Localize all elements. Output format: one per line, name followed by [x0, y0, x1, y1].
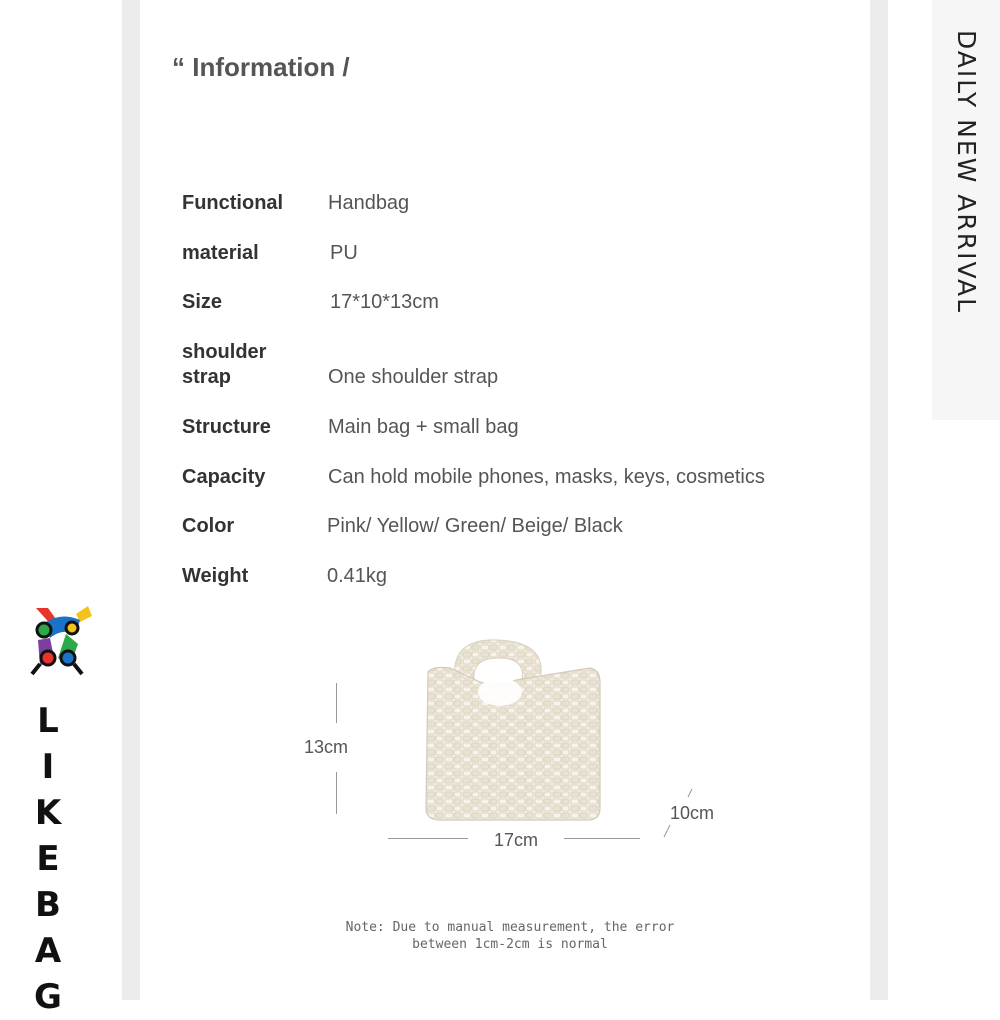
- spec-value: Pink/ Yellow/ Green/ Beige/ Black: [327, 515, 623, 537]
- product-dimension-figure: [300, 630, 740, 860]
- spec-label: Functional: [182, 192, 284, 214]
- daily-new-arrival-banner: DAILY NEW ARRIVAL: [952, 30, 981, 315]
- brand-letter: K: [34, 793, 62, 833]
- spec-value: Main bag + small bag: [328, 416, 519, 438]
- width-line-left: [388, 838, 468, 839]
- right-gray-band: [870, 0, 888, 1000]
- height-line-top: [336, 683, 337, 723]
- spec-value: Can hold mobile phones, masks, keys, cosmetics: [328, 466, 765, 488]
- brand-letter: G: [34, 977, 62, 1017]
- spec-label: Capacity: [182, 466, 266, 488]
- spec-label: Size: [182, 291, 223, 313]
- spec-value: Handbag: [328, 192, 410, 214]
- brand-letter: B: [35, 885, 61, 925]
- height-line-bottom: [336, 772, 337, 814]
- brand-letter: A: [34, 931, 62, 971]
- depth-label: 10cm: [670, 803, 715, 823]
- spec-label: Structure: [182, 416, 271, 438]
- brand-wordmark: [28, 698, 68, 1020]
- spec-value: One shoulder strap: [328, 366, 499, 388]
- width-label: 17cm: [494, 830, 539, 850]
- note-line-1: Note: Due to manual measurement, the error: [345, 920, 675, 935]
- spec-label: Color: [182, 515, 235, 537]
- brand-letter: L: [37, 701, 59, 741]
- likebag-logo-icon: [26, 600, 96, 680]
- spec-value: PU: [330, 242, 358, 264]
- width-line-right: [564, 838, 640, 839]
- brand-letter: I: [41, 747, 55, 787]
- left-gray-band: [122, 0, 140, 1000]
- note-line-2: between 1cm-2cm is normal: [412, 937, 608, 952]
- measurement-note: [300, 919, 720, 953]
- spec-label: material: [182, 242, 259, 264]
- section-title: “ Information /: [172, 52, 350, 82]
- spec-label: shoulder strap: [182, 341, 267, 388]
- spec-value: 0.41kg: [327, 565, 388, 587]
- spec-label: Weight: [182, 565, 249, 587]
- spec-value: 17*10*13cm: [330, 291, 439, 313]
- brand-letter: E: [36, 839, 60, 879]
- height-label: 13cm: [304, 737, 349, 757]
